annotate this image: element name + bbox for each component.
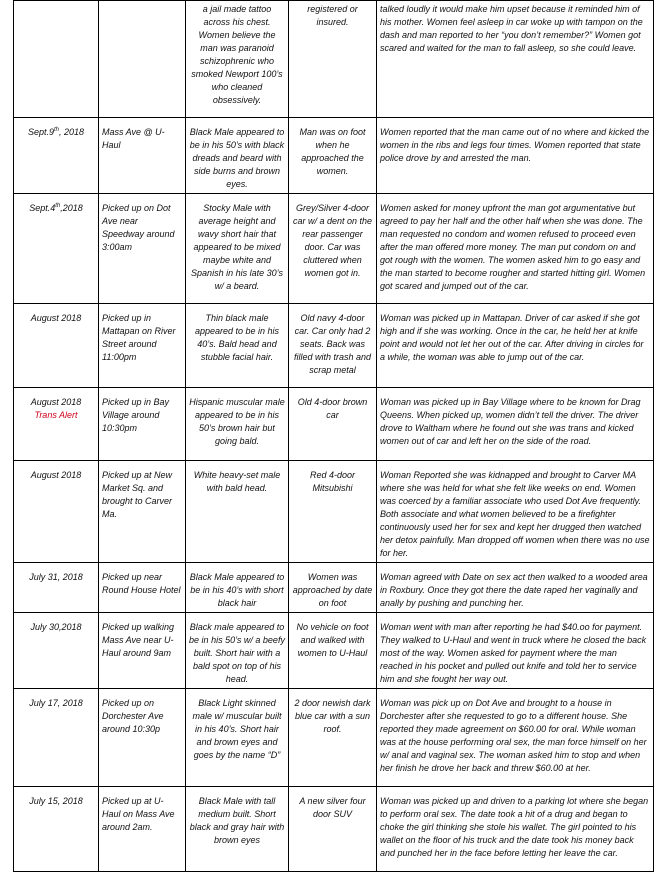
narrative-cell: Woman Reported she was kidnapped and brought to Carver MA where she was held for what she felt like weeks on end. Women was coerced by a familiar associate who used Dot Ave frequently. Both associate and what women believed to be a firefighter continuously used her for sex and kept her drugged then watched her detox painfully. Man dropped off women when there was no use for her. <box>377 461 654 563</box>
location-cell: Picked up on Dot Ave near Speedway around 3:00am <box>99 194 186 304</box>
description-cell: Black male appeared to be in his 50’s w/ a beefy built. Short hair with a bald spot on top of his head. <box>186 613 289 689</box>
description-cell: White heavy-set male with bald head. <box>186 461 289 563</box>
narrative-cell: Women reported that the man came out of no where and kicked the women in the ribs and legs four times. Women reported that state police drove by and arrested the man. <box>377 118 654 194</box>
table-row <box>14 118 654 194</box>
location-cell: Picked up in Mattapan on River Street around 11:00pm <box>99 304 186 388</box>
table-row <box>14 388 654 461</box>
vehicle-cell: Man was on foot when he approached the women. <box>289 118 377 194</box>
vehicle-cell: Women was approached by date on foot <box>289 563 377 613</box>
date-cell: Sept.4th,2018 <box>14 194 99 304</box>
narrative-cell: Woman was pick up on Dot Ave and brought to a house in Dorchester after she requested to go to a different house. She reported they made agreement on $60.00 for oral. While woman was at the house performing oral sex, the man force himself on her w/ anal and vaginal sex. The woman asked him to stop and when her finish he drove her back and threw $60.00 at her. <box>377 689 654 787</box>
date-cell: August 2018 <box>14 304 99 388</box>
description-cell: a jail made tattoo across his chest. Women believe the man was paranoid schizophrenic who smoked Newport 100’s who cleaned obsessively. <box>186 1 289 118</box>
vehicle-cell: Red 4-door Mitsubishi <box>289 461 377 563</box>
table-row <box>14 194 654 304</box>
description-cell: Hispanic muscular male appeared to be in his 50’s brown hair but going bald. <box>186 388 289 461</box>
location-cell: Picked up in Bay Village around 10:30pm <box>99 388 186 461</box>
location-cell: Picked up near Round House Hotel <box>99 563 186 613</box>
date-cell: July 17, 2018 <box>14 689 99 787</box>
description-cell: Black Male with tall medium built. Short black and gray hair with brown eyes <box>186 787 289 872</box>
vehicle-cell: Old navy 4-door car. Car only had 2 seats. Back was filled with trash and scrap metal <box>289 304 377 388</box>
date-cell <box>14 1 99 118</box>
vehicle-cell: A new silver four door SUV <box>289 787 377 872</box>
table-row <box>14 689 654 787</box>
incident-table <box>13 0 654 872</box>
location-cell <box>99 1 186 118</box>
narrative-cell: Woman was picked up in Mattapan. Driver of car asked if she got high and if she was working. Once in the car, he held her at knife point and would not let her out of the car. After driving in circles for a while, the woman was able to jump out of the car. <box>377 304 654 388</box>
table-row <box>14 613 654 689</box>
narrative-cell: Woman was picked up in Bay Village where to be known for Drag Queens. When picked up, women didn’t tell the driver. The driver drove to Waltham where he found out she was trans and kicked women out of car and left her on the side of the road. <box>377 388 654 461</box>
incident-report-page <box>13 0 653 872</box>
location-cell: Mass Ave @ U-Haul <box>99 118 186 194</box>
narrative-cell: Women asked for money upfront the man got argumentative but agreed to pay her half and the other half when she was done. The man requested no condom and women refused to proceed even after the man offered more money. The man put condom on and got rough with the women. The women asked him to go easy and the man started to become rougher and started hitting girl. Women got scared and jumped out of the car. <box>377 194 654 304</box>
trans-alert-label: Trans Alert <box>34 410 78 420</box>
table-row <box>14 304 654 388</box>
date-cell: August 2018 Trans Alert <box>14 388 99 461</box>
narrative-cell: Woman went with man after reporting he had $40.oo for payment. They walked to U-Haul and went in truck where he closed the back most of the way. Women asked for payment where the man reached in his pocket and pulled out knife and told her to service him and she fought her way out. <box>377 613 654 689</box>
table-row <box>14 1 654 118</box>
vehicle-cell: Grey/Silver 4-door car w/ a dent on the rear passenger door. Car was cluttered when women got in. <box>289 194 377 304</box>
date-cell: Sept.9th, 2018 <box>14 118 99 194</box>
description-cell: Stocky Male with average height and wavy short hair that appeared to be mixed maybe white and Spanish in his late 30’s w/ a beard. <box>186 194 289 304</box>
location-cell: Picked up walking Mass Ave near U-Haul around 9am <box>99 613 186 689</box>
vehicle-cell: registered or insured. <box>289 1 377 118</box>
location-cell: Picked up at New Market Sq. and brought to Carver Ma. <box>99 461 186 563</box>
date-cell: July 15, 2018 <box>14 787 99 872</box>
narrative-cell: Woman agreed with Date on sex act then walked to a wooded area in Roxbury. Once they got there the date raped her vaginally and anally by pushing and punching her. <box>377 563 654 613</box>
narrative-cell: Woman was picked up and driven to a parking lot where she began to perform oral sex. The date took a hit of a drug and began to choke the girl thinking she stole his wallet. The girl pointed to his wallet on the floor of his truck and the date took his money back and punched her in the face before letting her leave the car. <box>377 787 654 872</box>
date-cell: July 30,2018 <box>14 613 99 689</box>
description-cell: Thin black male appeared to be in his 40’s. Bald head and stubble facial hair. <box>186 304 289 388</box>
description-cell: Black Male appeared to be in his 50’s with black dreads and beard with side burns and brown eyes. <box>186 118 289 194</box>
description-cell: Black Light skinned male w/ muscular built in his 40’s. Short hair and brown eyes and goes by the name “D” <box>186 689 289 787</box>
vehicle-cell: No vehicle on foot and walked with women to U-Haul <box>289 613 377 689</box>
table-row <box>14 461 654 563</box>
description-cell: Black Male appeared to be in his 40’s with short black hair <box>186 563 289 613</box>
table-row <box>14 563 654 613</box>
date-cell: July 31, 2018 <box>14 563 99 613</box>
table-row <box>14 787 654 872</box>
vehicle-cell: 2 door newish dark blue car with a sun roof. <box>289 689 377 787</box>
location-cell: Picked up at U-Haul on Mass Ave around 2am. <box>99 787 186 872</box>
narrative-cell: talked loudly it would make him upset because it reminded him of his mother. Women feel asleep in car woke up with tampon on the dash and man reported to her “you don’t remember?” Women got scared and waited for the man to fall asleep, so she could leave. <box>377 1 654 118</box>
vehicle-cell: Old 4-door brown car <box>289 388 377 461</box>
location-cell: Picked up on Dorchester Ave around 10:30p <box>99 689 186 787</box>
date-cell: August 2018 <box>14 461 99 563</box>
